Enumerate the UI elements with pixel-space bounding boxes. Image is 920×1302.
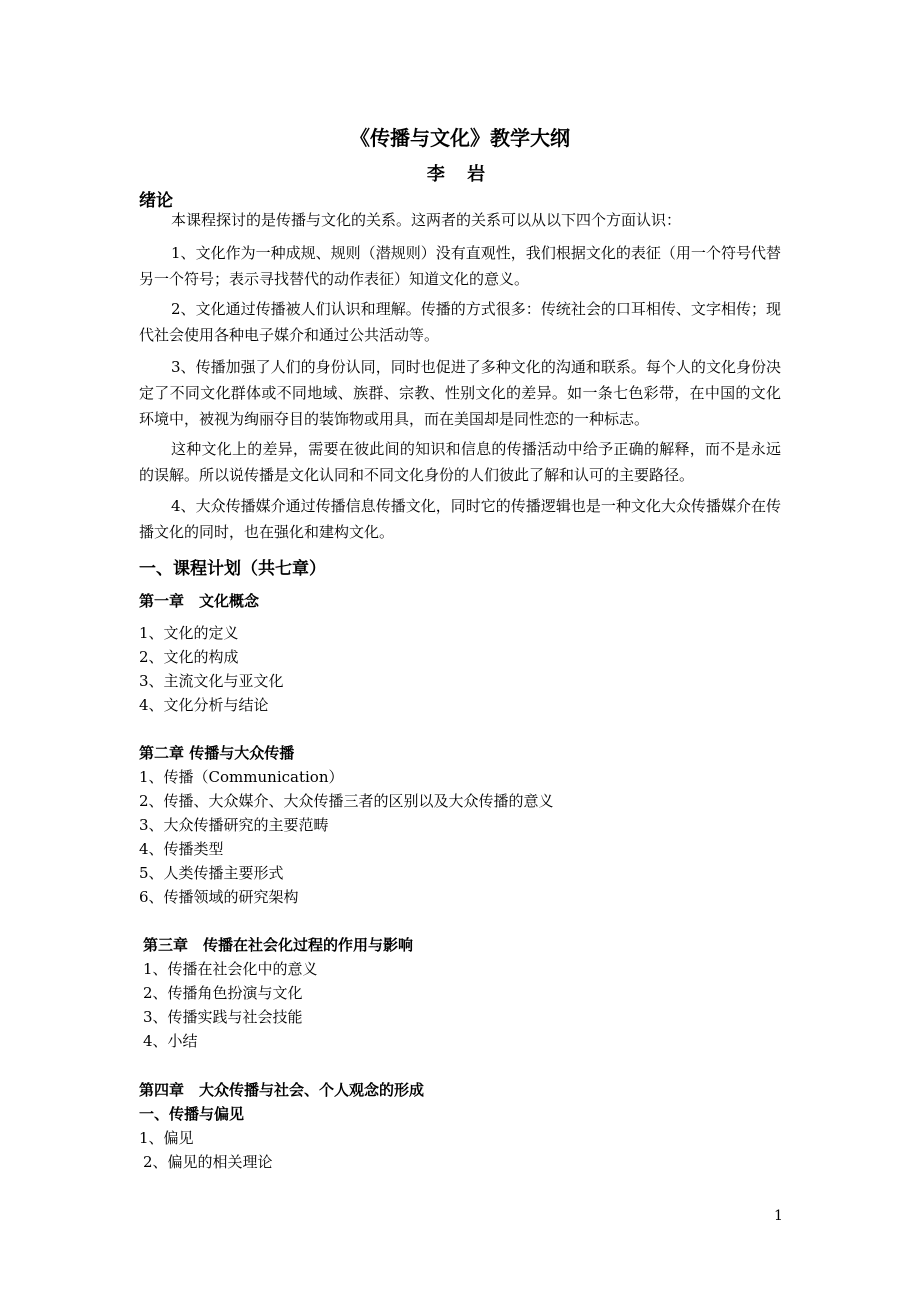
list-item: 4、文化分析与结论 [139,696,269,714]
list-item: 2、偏见的相关理论 [143,1153,273,1171]
list-item: 6、传播领域的研究架构 [139,888,299,906]
list-item: 2、传播、大众媒介、大众传播三者的区别以及大众传播的意义 [139,792,554,810]
list-item: 1、文化的定义 [139,624,239,642]
list-item: 1、传播在社会化中的意义 [143,960,318,978]
list-item: 2、传播角色扮演与文化 [143,984,303,1002]
intro-paragraph: 1、文化作为一种成规、规则（潜规则）没有直观性，我们根据文化的表征（用一个符号代替另一个符号；表示寻找替代的动作表征）知道文化的意义。 [139,244,781,288]
page-number: 1 [774,1208,783,1224]
intro-paragraph: 4、大众传播媒介通过传播信息传播文化，同时它的传播逻辑也是一种文化大众传播媒介在传播文化的同时，也在强化和建构文化。 [139,497,781,541]
list-item: 3、传播实践与社会技能 [143,1008,303,1026]
intro-heading: 绪论 [139,191,173,211]
list-item: 3、大众传播研究的主要范畴 [139,816,329,834]
section-subheading: 一、传播与偏见 [139,1105,245,1123]
document-author: 李 岩 [426,164,494,185]
chapter-title: 第二章 传播与大众传播 [139,744,295,762]
list-item: 3、主流文化与亚文化 [139,672,284,690]
chapter-title: 第三章 传播在社会化过程的作用与影响 [143,936,414,954]
chapter-title: 第一章 文化概念 [139,592,260,610]
document-title: 《传播与文化》教学大纲 [350,126,570,150]
list-item: 2、文化的构成 [139,648,239,666]
intro-paragraph: 3、传播加强了人们的身份认同，同时也促进了多种文化的沟通和联系。每个人的文化身份决定了不同文化群体或不同地域、族群、宗教、性别文化的差异。如一条七色彩带，在中国的文化环境中，被视为绚丽夺目的装饰物或用具，而在美国却是同性恋的一种标志。 [139,358,781,428]
list-item: 5、人类传播主要形式 [139,864,284,882]
list-item: 4、传播类型 [139,840,224,858]
course-plan-heading: 一、课程计划（共七章） [139,559,326,579]
list-item: 4、小结 [143,1032,198,1050]
intro-paragraph: 这种文化上的差异，需要在彼此间的知识和信息的传播活动中给予正确的解释，而不是永远的误解。所以说传播是文化认同和不同文化身份的人们彼此了解和认可的主要路径。 [139,440,781,484]
list-item: 1、偏见 [139,1129,194,1147]
intro-paragraph: 本课程探讨的是传播与文化的关系。这两者的关系可以从以下四个方面认识： [171,211,682,229]
chapter-title: 第四章 大众传播与社会、个人观念的形成 [139,1081,425,1099]
list-item: 1、传播（Communication） [139,768,344,786]
intro-paragraph: 2、文化通过传播被人们认识和理解。传播的方式很多：传统社会的口耳相传、文字相传；现代社会使用各种电子媒介和通过公共活动等。 [139,300,781,344]
